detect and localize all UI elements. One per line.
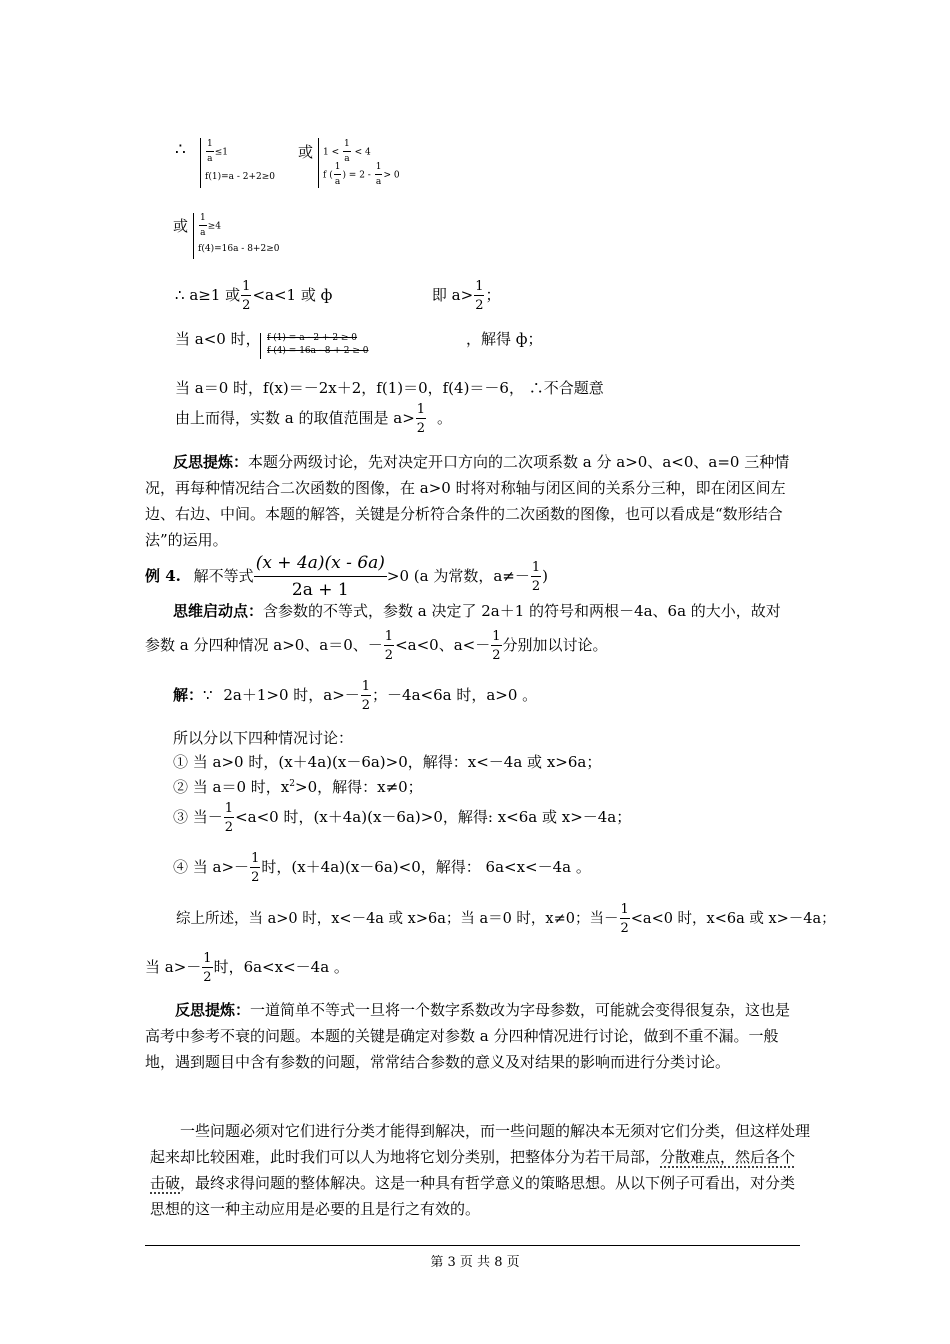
thinking-line-2: 参数 a 分四种情况 a>0、a＝0、－ $\frac{1}{2}$ <a<0、a<－ $\frac{1}{2}$ 分别加以讨论。 xyxy=(145,629,608,663)
reflection-paragraph-2: 反思提炼：一道简单不等式一旦将一个数字系数改为字母参数，可能就会变得很复杂，这也是高考中参考不衰的问题。本题的关键是确定对参数 a 分四种情况进行讨论，做到不重不漏。一般地，遇到题目中含有参数的问题，常常结合参数的意义及对结果的影响而进行分类讨论。 xyxy=(145,1001,791,1071)
case-a-negative-post: ，解得 ф； xyxy=(466,330,543,348)
system1-line2: f(1)=a - 2+2≥0 xyxy=(205,172,276,182)
reflection-paragraph-1: 反思提炼：本题分两级讨论，先对决定开口方向的二次项系数 a 分 a>0、a<0、a=0 三种情况，再每种情况结合二次函数的图像，在 a>0 时将对称轴与闭区间的关系分三种，即在闭区间左边、右边、中间。本题的解答，关键是分析符合条件的二次函数的图像，也可以看成是“数形结合法”的运用。 xyxy=(145,453,790,549)
system-brace xyxy=(318,138,322,188)
cases-intro: 所以分以下四种情况讨论： xyxy=(173,729,354,747)
system-brace xyxy=(200,138,204,188)
system2-line2: f ( $\frac{1}{a}$ ) = 2 - $\frac{1}{a}$ > 0 xyxy=(323,162,400,187)
example-4-heading: 例 4. 解不等式 $\frac{(x + 4a)(x - 6a)}{2a + 1}$ >0 (a 为常数，a≠－ $\frac{1}{2}$ ) xyxy=(145,553,549,601)
or-word: 或 xyxy=(173,217,189,235)
system-brace xyxy=(260,333,264,359)
case-2: ② 当 a＝0 时，$x^2>0$，解得：x≠0； xyxy=(173,778,423,796)
or-word: 或 xyxy=(298,143,314,161)
summary-line-2: 当 a>－ $\frac{1}{2}$ 时，6a<x<－4a 。 xyxy=(145,951,349,985)
thinking-line-1: 思维启动点：含参数的不等式，参数 a 决定了 2a＋1 的符号和两根－4a、6a 的大小，故对 xyxy=(173,602,781,620)
system1-line1: $\frac{1}{a}$ ≤1 xyxy=(207,139,229,164)
case-a-negative-pre: 当 a<0 时， xyxy=(175,330,261,348)
emphasized-phrase: 分散难点，然后各个击破 xyxy=(150,1148,796,1192)
system4-line1: f (1) = a - 2 + 2 ≥ 0 xyxy=(267,333,358,343)
therefore-symbol: ∴ xyxy=(175,140,186,160)
case-1: ① 当 a>0 时，(x＋4a)(x－6a)>0，解得：x<－4a 或 x>6a； xyxy=(173,753,602,771)
summary-line-1: 综上所述，当 a>0 时，x<－4a 或 x>6a；当 a＝0 时，x≠0；当－ $\frac{1}{2}$ <a<0 时，x<6a 或 x>－4a； xyxy=(176,902,836,936)
system3-line2: f(4)=16a - 8+2≥0 xyxy=(198,244,280,254)
footer-rule xyxy=(145,1245,800,1246)
case-3: ③ 当－ $\frac{1}{2}$ <a<0 时，(x＋4a)(x－6a)>0，解得: x<6a 或 x>－4a； xyxy=(173,801,632,835)
solution-line: 解：∵ 2a＋1>0 时，a>－ $\frac{1}{2}$ ；－4a<6a 时，a>0 。 xyxy=(173,679,538,713)
case-4: ④ 当 a>－ $\frac{1}{2}$ 时，(x＋4a)(x－6a)<0，解得： 6a<x<－4a 。 xyxy=(173,851,591,885)
system-brace xyxy=(193,213,197,259)
closing-paragraph: 一些问题必须对它们进行分类才能得到解决，而一些问题的解决本无须对它们分类，但这样处理起来却比较困难，此时我们可以人为地将它划分类别，把整体分为若干局部，分散难点，然后各个击破，最终求得问题的整体解决。这是一种具有哲学意义的策略思想。从以下例子可看出，对分类思想的这一种主动应用是必要的且是行之有效的。 xyxy=(150,1122,811,1218)
case-a-zero-line: 当 a＝0 时，f(x)＝－2x＋2，f(1)＝0，f(4)＝－6， ∴不合题意 xyxy=(175,379,604,397)
system2-line1: 1 < $\frac{1}{a}$ < 4 xyxy=(323,139,371,164)
result-line: ∴ a≥1 或 $\frac{1}{2}$ <a<1 或 ф 即 a> $\frac{1}{2}$ ； xyxy=(175,279,501,313)
range-conclusion: 由上而得，实数 a 的取值范围是 a> $\frac{1}{2}$ 。 xyxy=(175,402,453,436)
page-footer: 第 3 页 共 8 页 xyxy=(430,1255,520,1270)
system3-line1: $\frac{1}{a}$ ≥4 xyxy=(200,213,222,238)
system4-line2: f (4) = 16a - 8 + 2 ≥ 0 xyxy=(267,346,369,356)
